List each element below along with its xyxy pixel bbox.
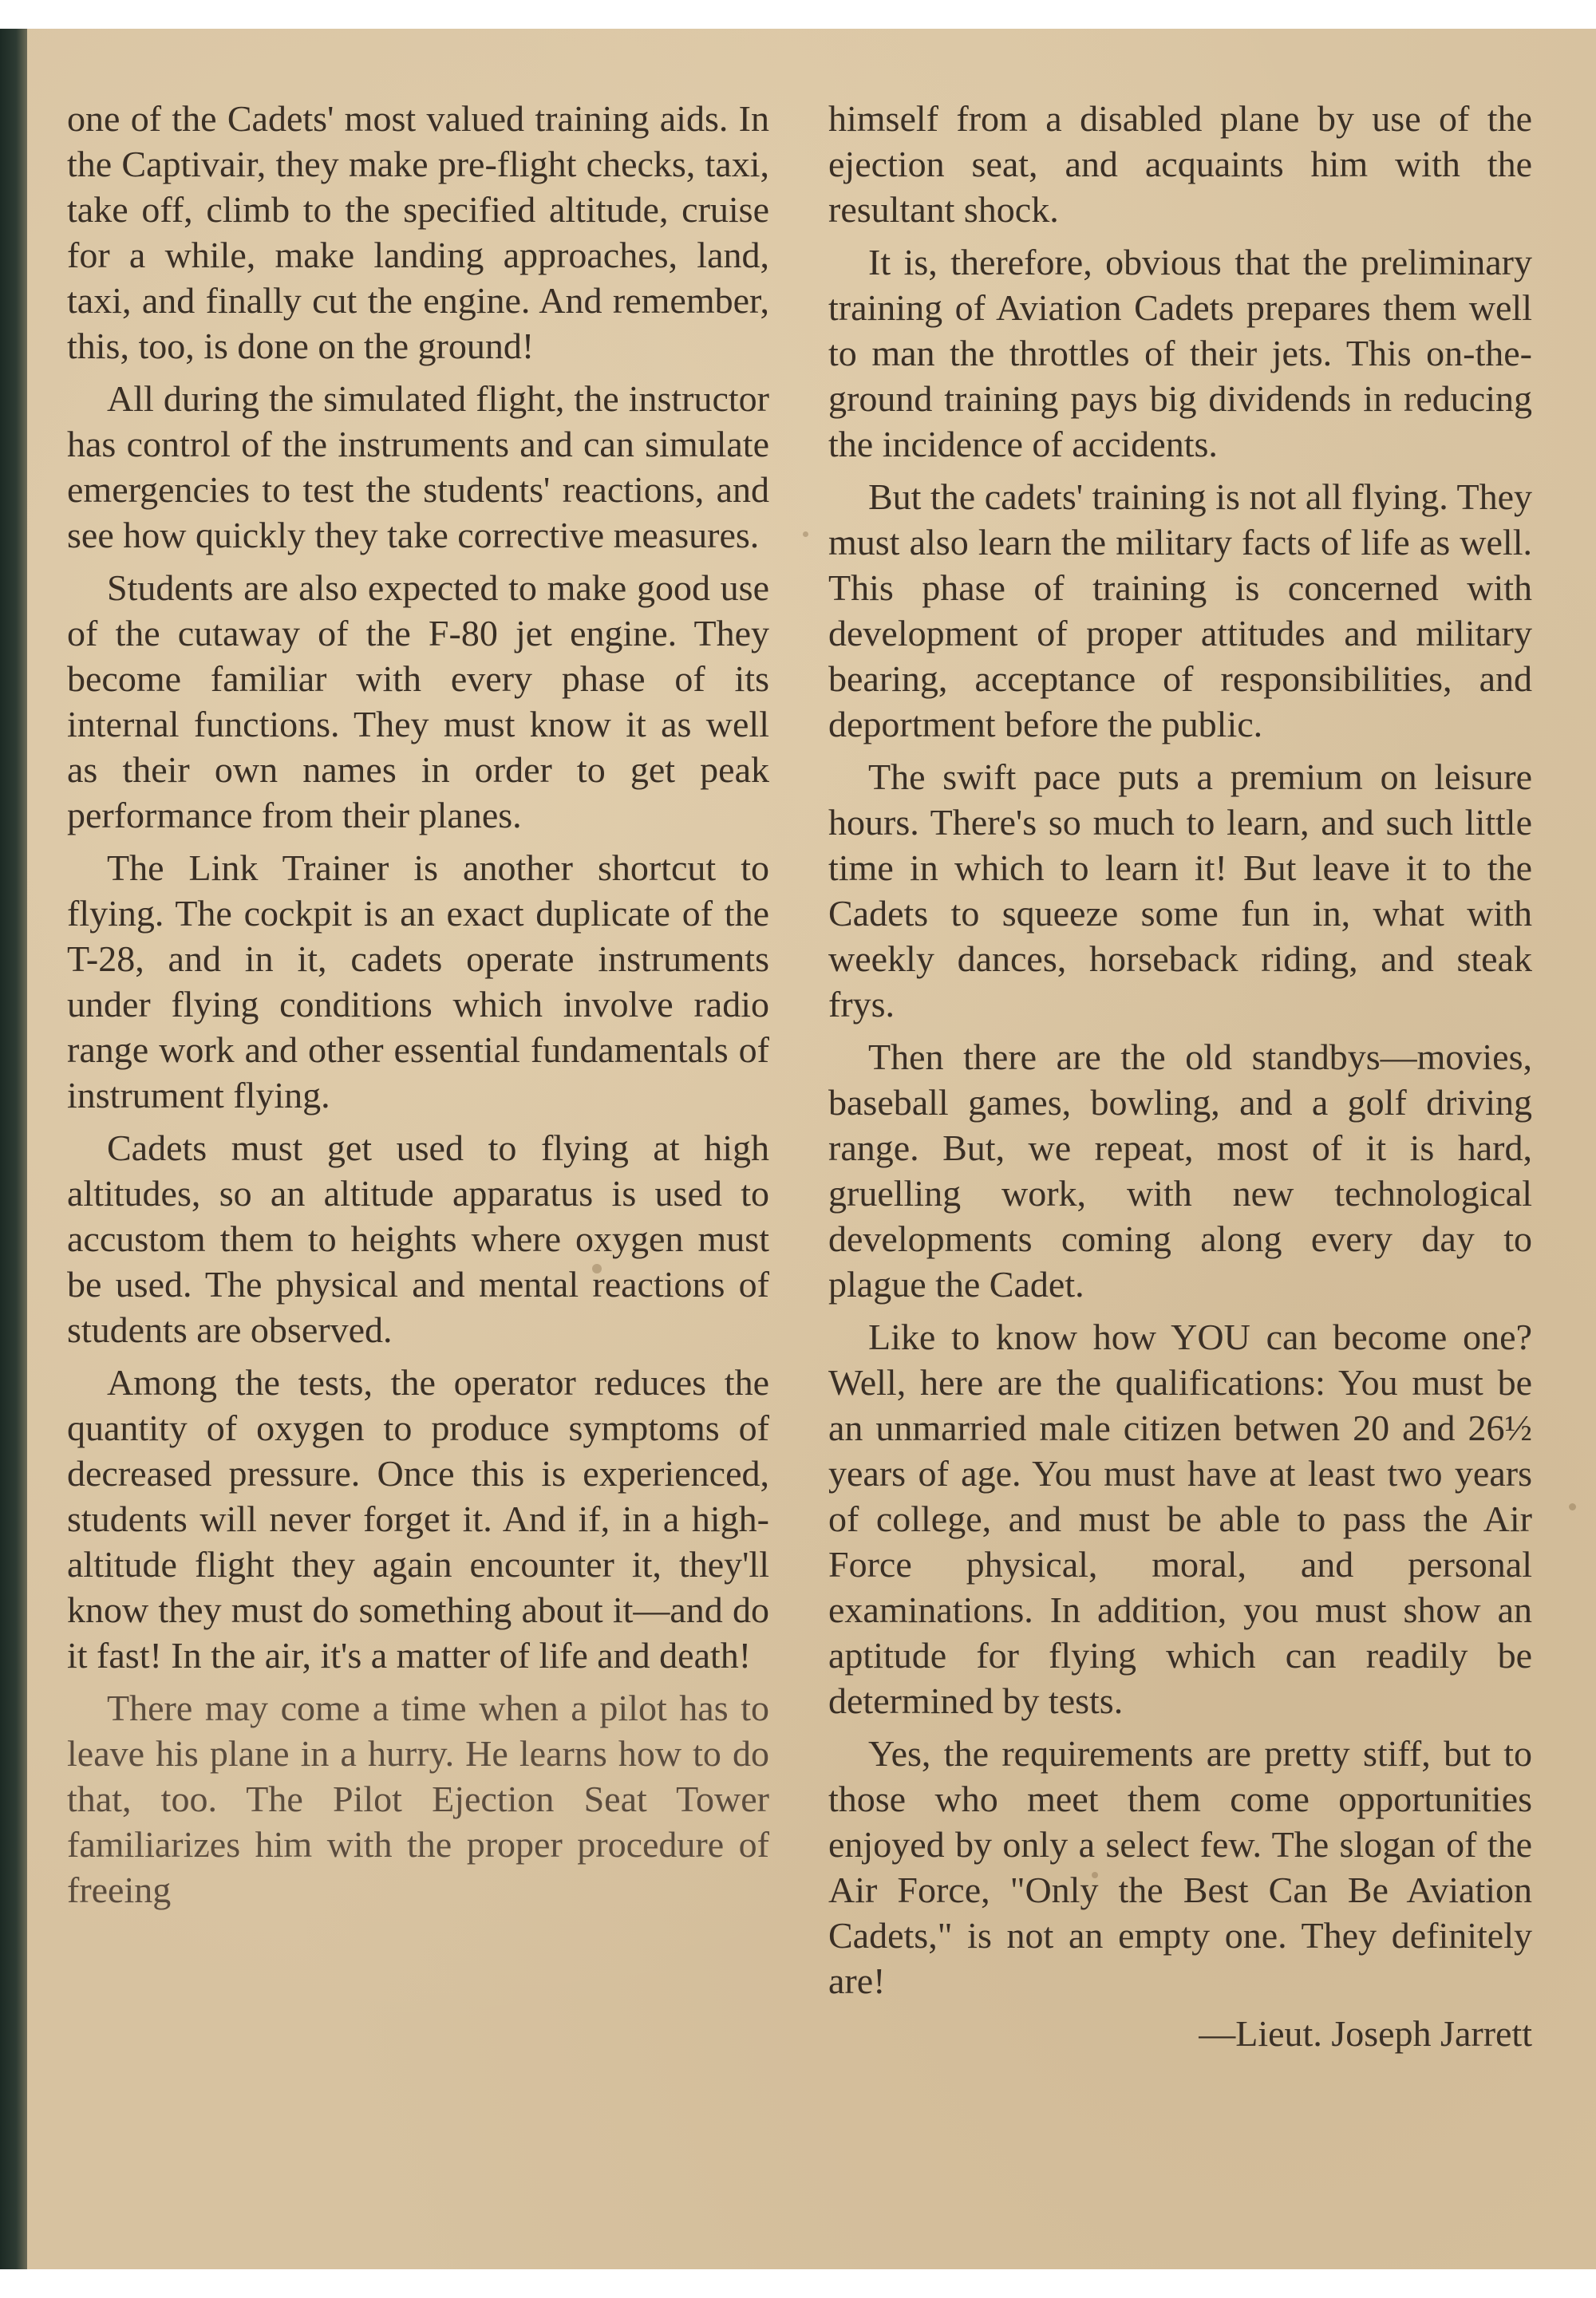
- article-paragraph: The swift pace puts a premium on leisure hours. There's so much to learn, and such little time in which to learn it! But leave it to the Cadets to squeeze some fun in, what with weekly dances, horseback riding, and steak frys.: [828, 756, 1532, 1025]
- article-paragraph: Cadets must get used to flying at high altitudes, so an altitude apparatus is used to accustom them to heights where oxygen must be used. The physical and mental reactions of students are observed.: [67, 1127, 769, 1350]
- article-paragraph: It is, therefore, obvious that the preliminary training of Aviation Cadets prepares them well to man the throttles of their jets. This on-the-ground training pays big dividends in reducing the incidence of accidents.: [828, 242, 1532, 464]
- paper-speck: [1569, 1503, 1576, 1510]
- comic-text-page: [0, 29, 1596, 2269]
- article-paragraph: The Link Trainer is another shortcut to flying. The cockpit is an exact duplicate of the T-28, and in it, cadets operate instruments under flying conditions which involve radio range work and other essential fundamentals of instrument flying.: [67, 847, 769, 1115]
- article-paragraph: But the cadets' training is not all flying. They must also learn the military facts of life as well. This phase of training is concerned with development of proper attitudes and military bearing, acceptance of responsibilities, and deportment before the public.: [828, 476, 1532, 744]
- article-paragraph: Yes, the requirements are pretty stiff, but to those who meet them come opportunities enjoyed by only a select few. The slogan of the Air Force, "Only the Best Can Be Aviation Cadets," is not an empty one. They definitely are!: [828, 1733, 1532, 2001]
- article-paragraph: All during the simulated flight, the instructor has control of the instruments and can simulate emergencies to test the students' reactions, and see how quickly they take corrective measures.: [67, 378, 769, 555]
- article-paragraph: one of the Cadets' most valued training aids. In the Captivair, they make pre-flight checks, taxi, take off, climb to the specified altitude, cruise for a while, make landing approaches, land, taxi, and finally cut the engine. And remember, this, too, is done on the ground!: [67, 98, 769, 366]
- article-paragraph: Among the tests, the operator reduces the quantity of oxygen to produce symptoms of decreased pressure. Once this is experienced, students will never forget it. And if, in a high-altitude flight they again encounter it, they'll know they must do something about it—and do it fast! In the air, it's a matter of life and death!: [67, 1362, 769, 1676]
- article-left-column: [67, 96, 769, 1920]
- paper-speck: [803, 531, 808, 537]
- author-signature: —Lieut. Joseph Jarrett: [1199, 2013, 1532, 2054]
- page-binding-edge: [0, 29, 27, 2269]
- article-paragraph: himself from a disabled plane by use of the ejection seat, and acquaints him with the resultant shock.: [828, 98, 1532, 230]
- article-paragraph: Then there are the old standbys—movies, baseball games, bowling, and a golf driving range. But, we repeat, most of it is hard, gruelling work, with new technological developments coming along every day to plague the Cadet.: [828, 1036, 1532, 1305]
- article-paragraph: Like to know how YOU can become one? Well, here are the qualifications: You must be an unmarried male citizen betwen 20 and 26½ years of age. You must have at least two years of college, and must be able to pass the Air Force physical, moral, and personal examinations. In addition, you must show an aptitude for flying which can readily be determined by tests.: [828, 1317, 1532, 1721]
- article-paragraph: Students are also expected to make good use of the cutaway of the F-80 jet engine. They become familiar with every phase of its internal functions. They must know it as well as their own names in order to get peak performance from their planes.: [67, 567, 769, 835]
- article-paragraph: There may come a time when a pilot has to leave his plane in a hurry. He learns how to do that, too. The Pilot Ejection Seat Tower familiarizes him with the proper procedure of freeing: [67, 1688, 769, 1910]
- article-right-column: [828, 96, 1532, 2063]
